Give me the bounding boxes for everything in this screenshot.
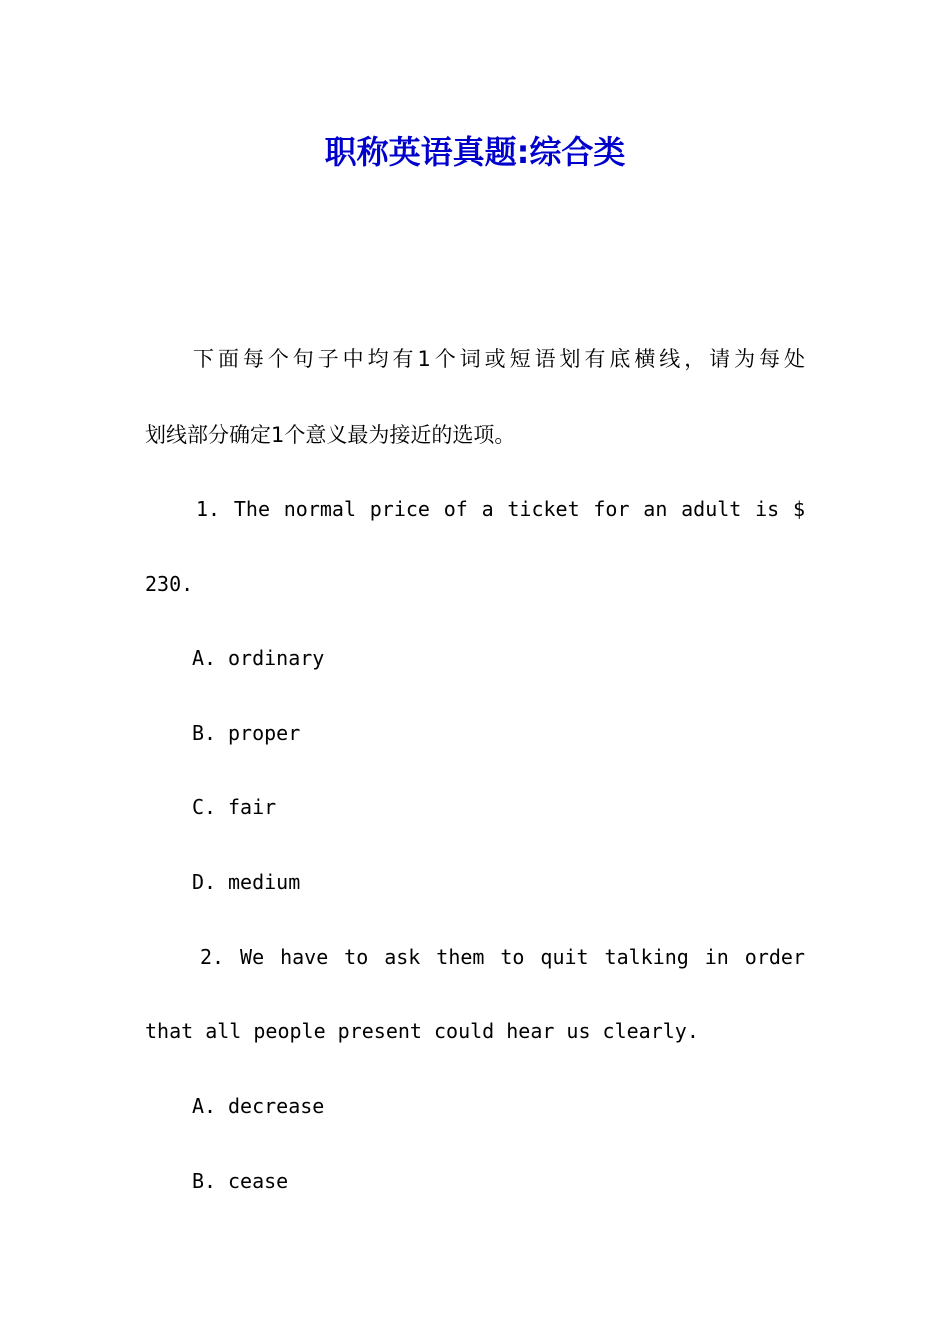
question-2-stem-text: We have to ask them to quit talking in order bbox=[240, 945, 805, 969]
question-2-stem-line-2: that all people present could hear us clearly. bbox=[145, 1019, 699, 1043]
instructions-line-2: 划线部分确定1个意义最为接近的选项。 bbox=[145, 423, 516, 447]
option-text: fair bbox=[228, 795, 277, 819]
option-text: ordinary bbox=[228, 646, 325, 670]
question-1-option-d bbox=[192, 867, 300, 897]
question-1-option-c bbox=[192, 792, 276, 822]
question-1-option-b bbox=[192, 718, 300, 748]
question-2-option-a bbox=[192, 1091, 324, 1121]
option-text: proper bbox=[228, 721, 301, 745]
question-2-option-b bbox=[192, 1166, 288, 1196]
option-letter: D. bbox=[192, 870, 217, 894]
instructions-line-1: 下面每个句子中均有1个词或短语划有底横线，请为每处 bbox=[193, 347, 805, 371]
question-2-number: 2. bbox=[200, 945, 225, 969]
question-1-stem-line-2: 230. bbox=[145, 572, 194, 596]
question-2-stem-line-1 bbox=[200, 942, 805, 972]
option-letter: B. bbox=[192, 721, 217, 745]
question-1-stem-text: The normal price of a ticket for an adult is $ bbox=[233, 497, 805, 521]
option-text: decrease bbox=[228, 1094, 325, 1118]
option-text: medium bbox=[228, 870, 301, 894]
option-letter: B. bbox=[192, 1169, 217, 1193]
option-letter: A. bbox=[192, 646, 217, 670]
question-1-stem-line-1 bbox=[196, 494, 805, 524]
option-letter: C. bbox=[192, 795, 217, 819]
option-text: cease bbox=[228, 1169, 289, 1193]
question-1-option-a bbox=[192, 643, 324, 673]
option-letter: A. bbox=[192, 1094, 217, 1118]
document-title: 职称英语真题:综合类 bbox=[324, 133, 626, 171]
question-1-number: 1. bbox=[196, 497, 221, 521]
